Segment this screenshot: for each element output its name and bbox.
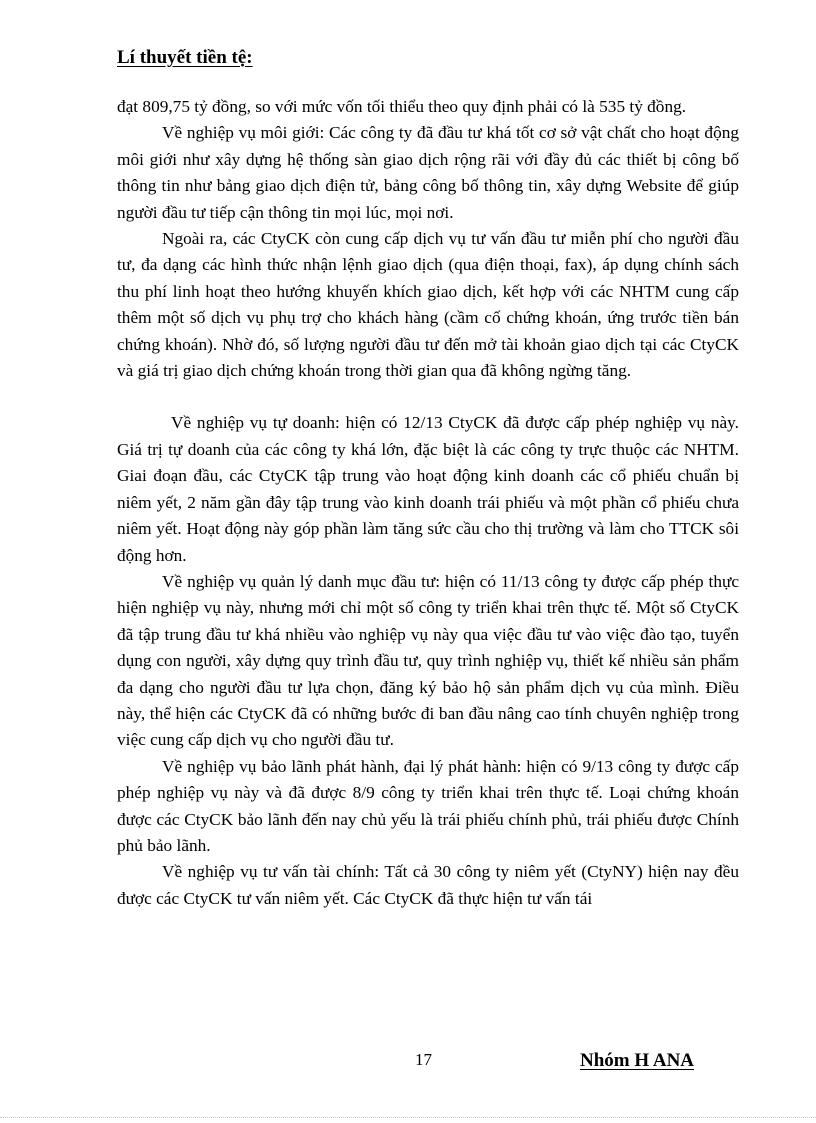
- page-bottom-rule: [0, 1117, 816, 1118]
- paragraph-additional-services: Ngoài ra, các CtyCK còn cung cấp dịch vụ tư vấn đầu tư miễn phí cho người đầu tư, đa dạng các hình thức nhận lệnh giao dịch (qua điện thoại, fax), áp dụng chính sách thu phí linh hoạt theo hướng khuyến khích giao dịch, kết hợp với các NHTM cung cấp thêm một số dịch vụ phụ trợ cho khách hàng (cầm cố chứng khoán, ứng trước tiền bán chứng khoán). Nhờ đó, số lượng người đầu tư đến mở tài khoản giao dịch tại các CtyCK và giá trị giao dịch chứng khoán trong thời gian qua đã không ngừng tăng.: [117, 229, 739, 381]
- document-body: [117, 94, 739, 912]
- paragraph-capital-continuation: đạt 809,75 tỷ đồng, so với mức vốn tối thiểu theo quy định phải có là 535 tỷ đồng.: [117, 97, 687, 116]
- page-number: 17: [415, 1050, 432, 1069]
- paragraph-brokerage: Về nghiệp vụ môi giới: Các công ty đã đầu tư khá tốt cơ sở vật chất cho hoạt động môi giới như xây dựng hệ thống sàn giao dịch rộng rãi với đầy đủ các thiết bị công bố thông tin như bảng giao dịch điện tử, bảng công bố thông tin, xây dựng Website để giúp người đầu tư tiếp cận thông tin mọi lúc, mọi nơi.: [117, 123, 739, 222]
- paragraph-financial-advisory: Về nghiệp vụ tư vấn tài chính: Tất cả 30 công ty niêm yết (CtyNY) hiện nay đều được các CtyCK tư vấn niêm yết. Các CtyCK đã thực hiện tư vấn tái: [117, 862, 739, 908]
- paragraph-underwriting: Về nghiệp vụ bảo lãnh phát hành, đại lý phát hành: hiện có 9/13 công ty được cấp phép nghiệp vụ này và đã được 8/9 công ty triển khai trên thực tế. Loại chứng khoán được các CtyCK bảo lãnh đến nay chủ yếu là trái phiếu chính phủ, trái phiếu được Chính phủ bảo lãnh.: [117, 756, 739, 855]
- footer-group-name: Nhóm H ANA: [580, 1050, 695, 1071]
- paragraph-proprietary-trading: Về nghiệp vụ tự doanh: hiện có 12/13 CtyCK đã được cấp phép nghiệp vụ này. Giá trị tự doanh của các công ty khá lớn, đặc biệt là các công ty trực thuộc các NHTM. Giai đoạn đầu, các CtyCK tập trung vào hoạt động kinh doanh các cổ phiếu chuẩn bị niêm yết, 2 năm gần đây tập trung vào kinh doanh trái phiếu và một phần cổ phiếu chưa niêm yết. Hoạt động này góp phần làm tăng sức cầu cho thị trường và làm cho TTCK sôi động hơn.: [117, 413, 739, 565]
- paragraph-portfolio-management: Về nghiệp vụ quản lý danh mục đầu tư: hiện có 11/13 công ty được cấp phép thực hiện nghiệp vụ này, nhưng mới chỉ một số công ty triển khai trên thực tế. Một số CtyCK đã tập trung đầu tư khá nhiều vào nghiệp vụ này qua việc đầu tư vào việc đào tạo, tuyển dụng con người, xây dựng quy trình đầu tư, quy trình nghiệp vụ, thiết kế nhiều sản phẩm đa dạng cho người đầu tư lựa chọn, đăng ký bảo hộ sản phẩm dịch vụ của mình. Điều này, thể hiện các CtyCK đã có những bước đi ban đầu nâng cao tính chuyên nghiệp trong việc cung cấp dịch vụ cho người đầu tư.: [117, 571, 739, 750]
- document-header-title: Lí thuyết tiền tệ:: [117, 47, 253, 68]
